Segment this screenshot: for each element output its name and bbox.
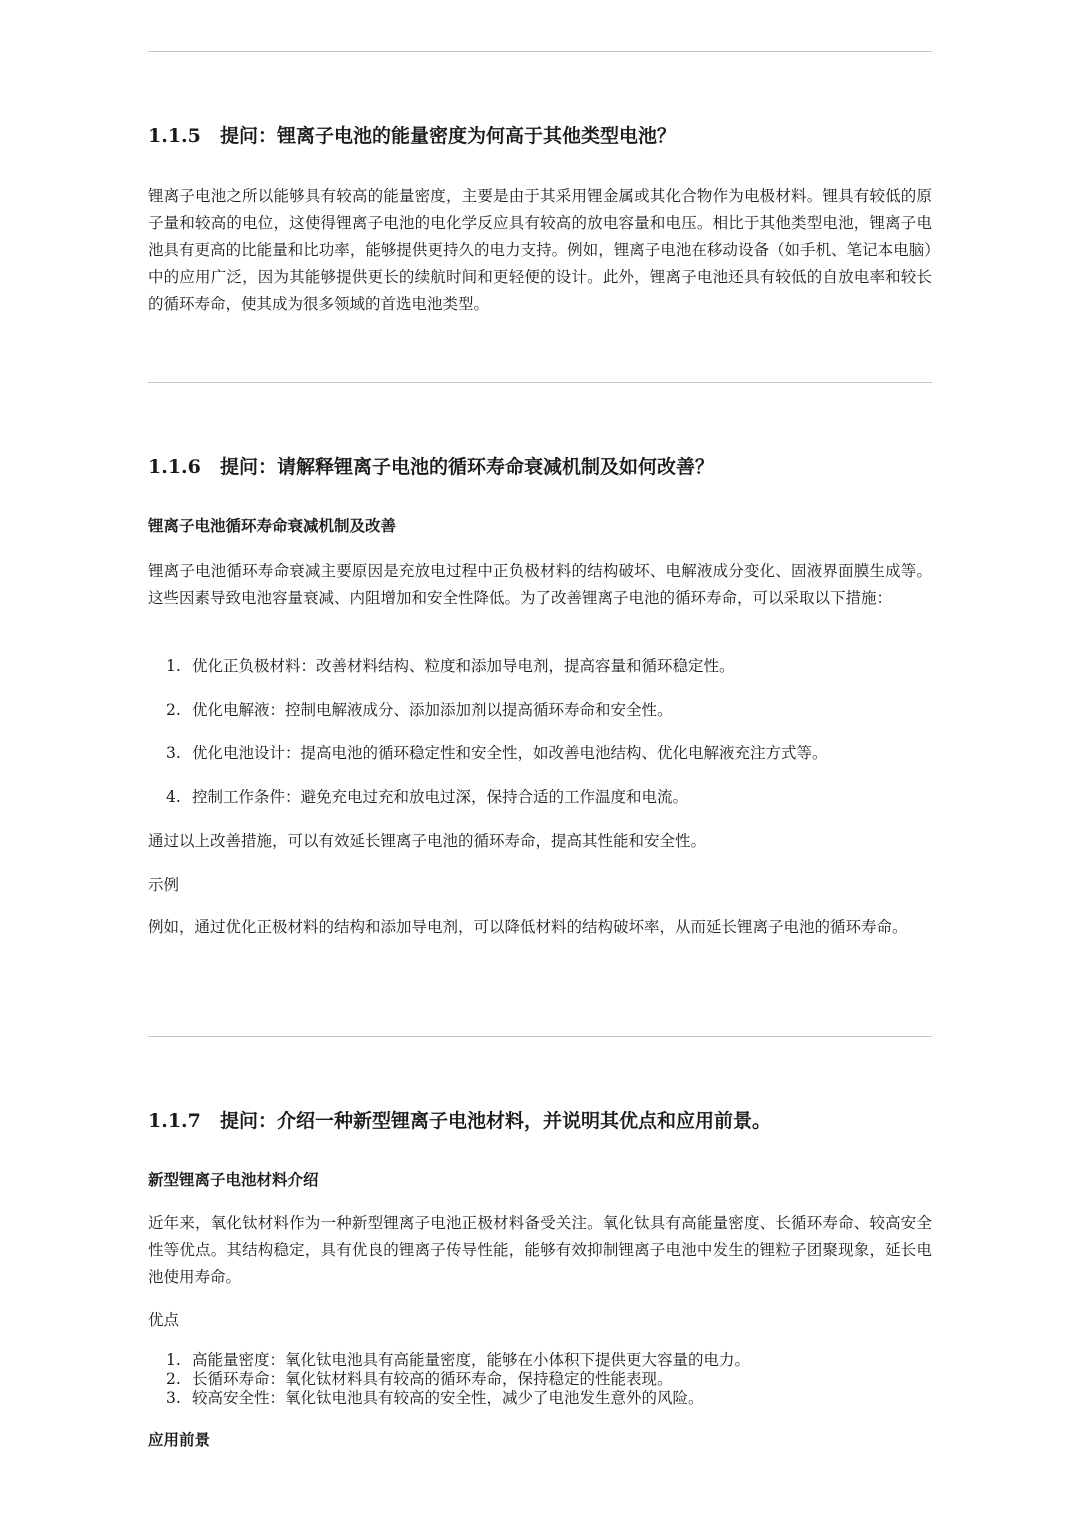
section-conclusion: 通过以上改善措施，可以有效延长锂离子电池的循环寿命，提高其性能和安全性。 xyxy=(148,832,707,850)
section-heading-1-1-7 xyxy=(148,1107,932,1135)
section-divider xyxy=(148,382,932,383)
list-item: 2. 优化电解液：控制电解液成分、添加添加剂以提高循环寿命和安全性。 xyxy=(166,701,673,719)
section-subtitle: 锂离子电池循环寿命衰减机制及改善 xyxy=(148,516,397,535)
list-item: 3. 优化电池设计：提高电池的循环稳定性和安全性，如改善电池结构、优化电解液充注方式等。 xyxy=(166,744,828,762)
example-label: 示例 xyxy=(148,876,180,894)
section-divider xyxy=(148,51,932,52)
section-intro: 近年来，氧化钛材料作为一种新型锂离子电池正极材料备受关注。氧化钛具有高能量密度、长循环寿命、较高安全性等优点。其结构稳定，具有优良的锂离子传导性能，能够有效抑制锂离子电池中发生的锂粒子团聚现象，延长电池使用寿命。 xyxy=(148,1214,932,1286)
section-title: 提问：锂离子电池的能量密度为何高于其他类型电池？ xyxy=(220,125,677,147)
section-number: 1.1.6 xyxy=(148,456,201,478)
prospects-label: 应用前景 xyxy=(148,1430,211,1449)
section-number: 1.1.5 xyxy=(148,125,201,147)
list-item: 2. 长循环寿命：氧化钛材料具有较高的循环寿命，保持稳定的性能表现。 xyxy=(166,1370,673,1388)
section-body: 锂离子电池之所以能够具有较高的能量密度，主要是由于其采用锂金属或其化合物作为电极材料。锂具有较低的原子量和较高的电位，这使得锂离子电池的电化学反应具有较高的放电容量和电压。相比于其他类型电池，锂离子电池具有更高的比能量和比功率，能够提供更持久的电力支持。例如，锂离子电池在移动设备（如手机、笔记本电脑）中的应用广泛，因为其能够提供更长的续航时间和更轻便的设计。此外，锂离子电池还具有较低的自放电率和较长的循环寿命，使其成为很多领域的首选电池类型。 xyxy=(148,187,932,313)
section-divider xyxy=(148,1036,932,1037)
section-intro: 锂离子电池循环寿命衰减主要原因是充放电过程中正负极材料的结构破坏、电解液成分变化、固液界面膜生成等。这些因素导致电池容量衰减、内阻增加和安全性降低。为了改善锂离子电池的循环寿命，可以采取以下措施： xyxy=(148,562,932,607)
section-subtitle: 新型锂离子电池材料介绍 xyxy=(148,1170,319,1189)
example-text: 例如，通过优化正极材料的结构和添加导电剂，可以降低材料的结构破坏率，从而延长锂离子电池的循环寿命。 xyxy=(148,918,908,936)
section-number: 1.1.7 xyxy=(148,1110,201,1132)
advantages-label: 优点 xyxy=(148,1311,180,1329)
section-title: 提问：请解释锂离子电池的循环寿命衰减机制及如何改善？ xyxy=(220,456,715,478)
list-item: 1. 优化正负极材料：改善材料结构、粒度和添加导电剂，提高容量和循环稳定性。 xyxy=(166,657,735,675)
list-item: 1. 高能量密度：氧化钛电池具有高能量密度，能够在小体积下提供更大容量的电力。 xyxy=(166,1351,751,1369)
list-item: 3. 较高安全性：氧化钛电池具有较高的安全性，减少了电池发生意外的风险。 xyxy=(166,1389,704,1407)
section-heading-1-1-5 xyxy=(148,122,932,150)
list-item: 4. 控制工作条件：避免充电过充和放电过深，保持合适的工作温度和电流。 xyxy=(166,788,689,806)
section-title: 提问：介绍一种新型锂离子电池材料，并说明其优点和应用前景。 xyxy=(220,1110,772,1132)
section-heading-1-1-6 xyxy=(148,453,932,481)
